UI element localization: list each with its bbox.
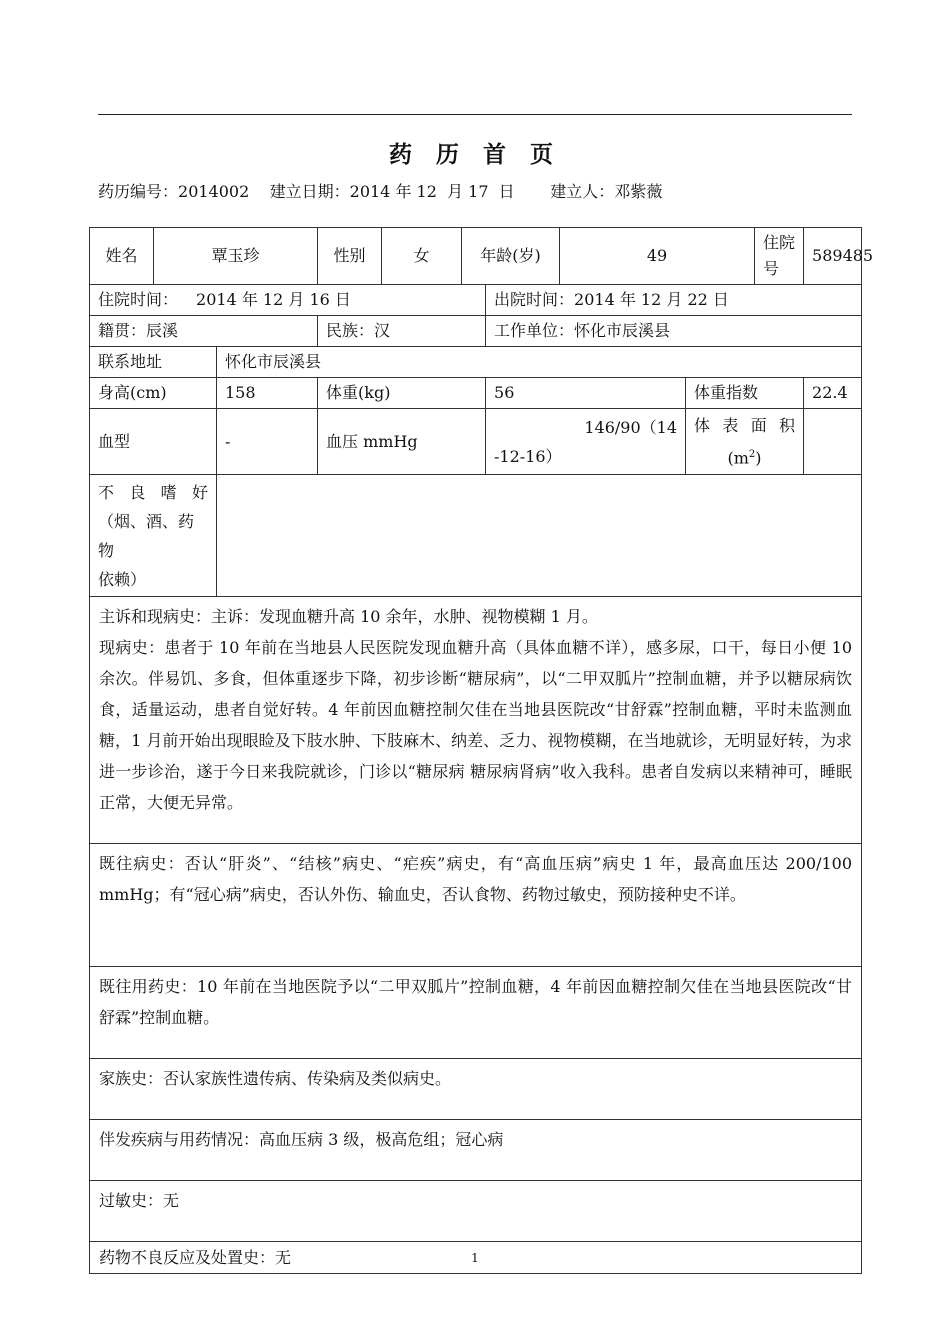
- bsa-label: 体 表 面 积 $(m^2)$: [686, 409, 804, 475]
- employer-label: 工作单位：: [494, 321, 575, 340]
- adr-history: 药物不良反应及处置史：无: [99, 1248, 292, 1268]
- admit-time-value: 2014 年 12 月 16 日: [196, 290, 351, 309]
- habits-label: 不 良 嗜 好 （烟、酒、药物 依赖）: [90, 475, 217, 597]
- name-label: 姓名: [90, 228, 154, 285]
- bsa-value: [804, 409, 862, 475]
- height-value: 158: [217, 378, 318, 409]
- address-label: 联系地址: [90, 347, 217, 378]
- bsa-label-line1: 体 表 面 积: [694, 416, 796, 435]
- record-no: 2014002: [178, 182, 250, 201]
- family-history-block: [90, 1059, 862, 1120]
- native-label: 籍贯：: [98, 321, 147, 340]
- weight-label: 体重(kg): [318, 378, 486, 409]
- allergy-block: [90, 1181, 862, 1242]
- bmi-value: 22.4: [804, 378, 862, 409]
- record-table: [89, 227, 874, 1274]
- name-value: 覃玉珍: [154, 228, 318, 285]
- sex-label: 性别: [318, 228, 382, 285]
- admit-time-cell: [90, 285, 486, 316]
- creator: 邓紫薇: [614, 182, 663, 201]
- admit-time-label: 住院时间：: [98, 290, 179, 309]
- page-number: 1: [471, 1251, 479, 1265]
- blood-type-value: -: [217, 409, 318, 475]
- bp-value: [486, 409, 686, 475]
- present-illness: 现病史：患者于 10 年前在当地县人民医院发现血糖升高（具体血糖不详），感多尿，口干，每日小便 10 余次。伴易饥、多食，但体重逐步下降，初步诊断“糖尿病”，以“二甲双胍片”控制血糖，并予以糖尿病饮食，适量运动，患者自觉好转。4 年前因血糖控制欠佳在当地县医院改“甘舒霖”控制血糖，平时未监测血糖，1 月前开始出现眼睑及下肢水肿、下肢麻木、纳差、乏力、视物模糊，在当地就诊，无明显好转，为求进一步诊治，遂于今日来我院就诊，门诊以“糖尿病 糖尿病肾病”收入我科。患者自发病以来精神可，睡眠正常，大便无异常。: [99, 638, 853, 813]
- bp-label: 血压 mmHg: [318, 409, 486, 475]
- habits-value: [217, 475, 862, 597]
- native-value: 辰溪: [146, 321, 179, 340]
- discharge-time-cell: [486, 285, 862, 316]
- discharge-time-value: 2014 年 12 月 22 日: [574, 290, 729, 309]
- record-meta-line: [98, 179, 662, 202]
- allergy-history: 过敏史：无: [99, 1191, 180, 1211]
- address-value: 怀化市辰溪县: [217, 347, 862, 378]
- employer-cell: [486, 316, 862, 347]
- weight-value: 56: [486, 378, 686, 409]
- discharge-time-label: 出院时间：: [494, 290, 575, 309]
- bp-value-line2: -12-16）: [494, 446, 562, 466]
- age-value: 49: [560, 228, 755, 285]
- ethnicity-value: 汉: [374, 321, 391, 340]
- created-date: 2014 年 12 月 17 日: [349, 182, 515, 201]
- past-medication-block: [90, 967, 862, 1059]
- comorbidities-block: [90, 1120, 862, 1181]
- native-cell: [90, 316, 318, 347]
- chief-complaint: 主诉和现病史：主诉：发现血糖升高 10 余年，水肿、视物模糊 1 月。: [99, 607, 598, 627]
- comorbidities: 伴发疾病与用药情况：高血压病 3 级，极高危组；冠心病: [99, 1130, 504, 1150]
- past-history: 既往病史：否认“肝炎”、“结核”病史、“疟疾”病史，有“高血压病”病史 1 年，最高血压达 200/100 mmHg；有“冠心病”病史，否认外伤、输血史，否认食物、药物过敏史，预防接种史不详。: [99, 854, 853, 905]
- page-title: 药 历 首 页: [388, 141, 562, 168]
- employer-value: 怀化市辰溪县: [574, 321, 671, 340]
- past-medication: 既往用药史：10 年前在当地医院予以“二甲双胍片”控制血糖，4 年前因血糖控制欠佳在当地县医院改“甘舒霖”控制血糖。: [99, 977, 853, 1028]
- bp-value-line1: 146/90（14: [584, 417, 678, 437]
- age-label: 年龄(岁): [462, 228, 560, 285]
- present-illness-block: [90, 597, 862, 844]
- blood-type-label: 血型: [90, 409, 217, 475]
- ethnicity-cell: [318, 316, 486, 347]
- past-history-block: [90, 844, 862, 967]
- sex-value: 女: [382, 228, 462, 285]
- family-history: 家族史：否认家族性遗传病、传染病及类似病史。: [99, 1069, 452, 1089]
- ethnicity-label: 民族：: [326, 321, 375, 340]
- record-no-label: 药历编号：: [98, 182, 179, 201]
- creator-label: 建立人：: [550, 182, 615, 201]
- height-label: 身高(cm): [90, 378, 217, 409]
- bmi-label: 体重指数: [686, 378, 804, 409]
- admission-no-value: 589485: [804, 228, 862, 285]
- created-date-label: 建立日期：: [269, 182, 350, 201]
- header-rule: [98, 114, 852, 115]
- admission-no-label: 住院号: [755, 228, 804, 285]
